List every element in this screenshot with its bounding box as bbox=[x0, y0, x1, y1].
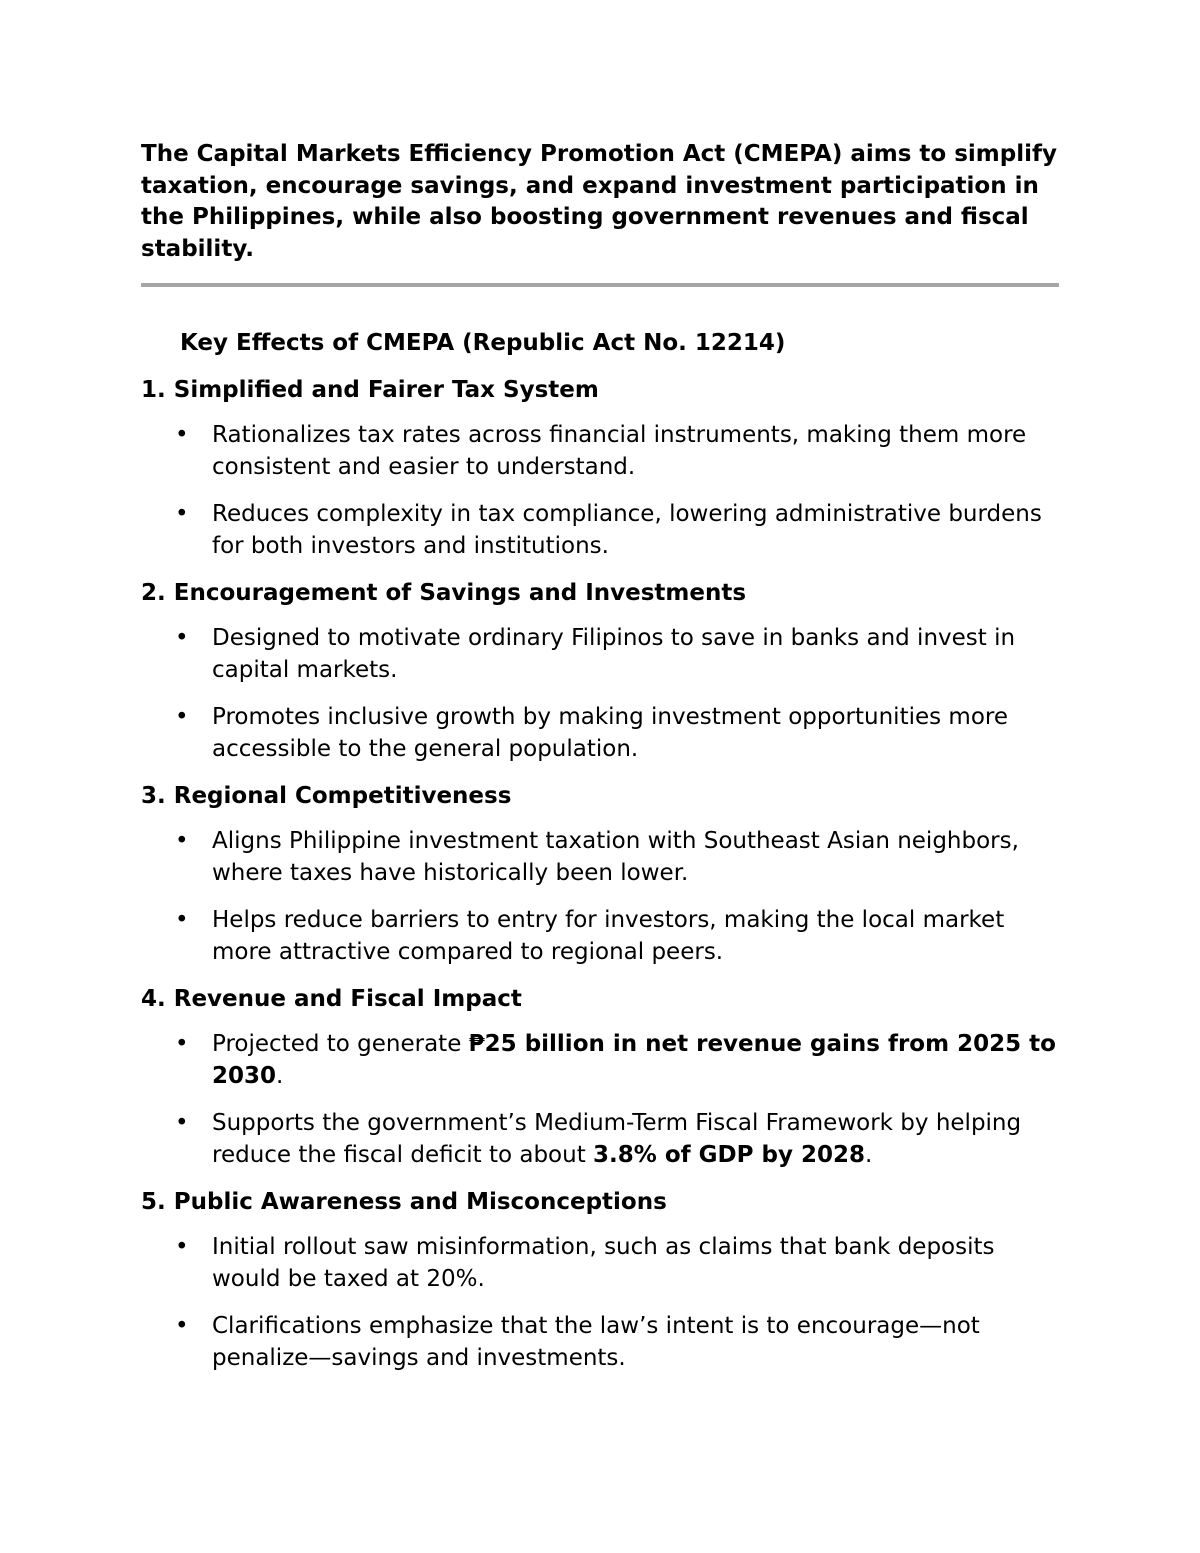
bullet-icon: • bbox=[175, 907, 189, 933]
intro-paragraph: The Capital Markets Efficiency Promotion Act (CMEPA) aims to simplify taxation, encourage savings, and expand investment participation in the Philippines, while also boosting government revenues and fiscal stability. bbox=[141, 141, 1057, 262]
sections-container bbox=[141, 375, 1061, 1374]
bullet-list bbox=[141, 826, 1061, 968]
bullet-icon: • bbox=[175, 422, 189, 448]
section-heading: 5. Public Awareness and Misconceptions bbox=[141, 1189, 667, 1215]
bullet-icon: • bbox=[175, 1313, 189, 1339]
bullet-icon: • bbox=[175, 828, 189, 854]
bullet-text: Designed to motivate ordinary Filipinos to save in banks and invest in capital markets. bbox=[212, 625, 1016, 683]
bullet-list bbox=[141, 1029, 1061, 1171]
document-page bbox=[141, 139, 1061, 1374]
list-item bbox=[141, 1108, 1061, 1171]
bullet-text: Aligns Philippine investment taxation with Southeast Asian neighbors, where taxes have historically been lower. bbox=[212, 828, 1019, 886]
bullet-list bbox=[141, 1232, 1061, 1374]
section-heading: 1. Simplified and Fairer Tax System bbox=[141, 377, 599, 403]
bullet-text: Clarifications emphasize that the law’s intent is to encourage—not penalize—savings and investments. bbox=[212, 1313, 980, 1371]
bullet-text: . bbox=[276, 1062, 284, 1089]
bullet-icon: • bbox=[175, 1110, 189, 1136]
bullet-text: Reduces complexity in tax compliance, lowering administrative burdens for both investors and institutions. bbox=[212, 501, 1042, 559]
list-item bbox=[141, 1311, 1061, 1374]
list-item bbox=[141, 499, 1061, 562]
bullet-text: Supports the government’s Medium-Term Fiscal Framework by helping reduce the fiscal deficit to about bbox=[212, 1110, 1022, 1168]
list-item bbox=[141, 420, 1061, 483]
bullet-icon: • bbox=[175, 704, 189, 730]
bullet-text: Projected to generate bbox=[212, 1031, 469, 1057]
section-heading: 2. Encouragement of Savings and Investments bbox=[141, 580, 747, 606]
bullet-text: Initial rollout saw misinformation, such as claims that bank deposits would be taxed at 20%. bbox=[212, 1234, 995, 1292]
list-item bbox=[141, 905, 1061, 968]
list-item bbox=[141, 1232, 1061, 1295]
bullet-list bbox=[141, 420, 1061, 562]
bullet-icon: • bbox=[175, 1234, 189, 1260]
horizontal-divider bbox=[141, 283, 1059, 287]
bullet-list bbox=[141, 623, 1061, 765]
bullet-text: . bbox=[864, 1141, 873, 1168]
bullet-text-bold: 3.8% of GDP by 2028 bbox=[593, 1141, 865, 1168]
list-item bbox=[141, 623, 1061, 686]
bullet-text-bold: ₱25 billion in net revenue gains from 2025 to 2030 bbox=[212, 1031, 1056, 1089]
bullet-text: Helps reduce barriers to entry for investors, making the local market more attractive compared to regional peers. bbox=[212, 907, 1005, 965]
list-item bbox=[141, 1029, 1061, 1092]
section-heading: 4. Revenue and Fiscal Impact bbox=[141, 986, 522, 1012]
bullet-text: Rationalizes tax rates across financial instruments, making them more consistent and easier to understand. bbox=[212, 422, 1027, 480]
document-title: Key Effects of CMEPA (Republic Act No. 12214) bbox=[180, 330, 786, 356]
section-heading: 3. Regional Competitiveness bbox=[141, 783, 512, 809]
bullet-icon: • bbox=[175, 1031, 189, 1057]
bullet-icon: • bbox=[175, 501, 189, 527]
bullet-icon: • bbox=[175, 625, 189, 651]
list-item bbox=[141, 702, 1061, 765]
bullet-text: Promotes inclusive growth by making investment opportunities more accessible to the general population. bbox=[212, 704, 1008, 762]
list-item bbox=[141, 826, 1061, 889]
